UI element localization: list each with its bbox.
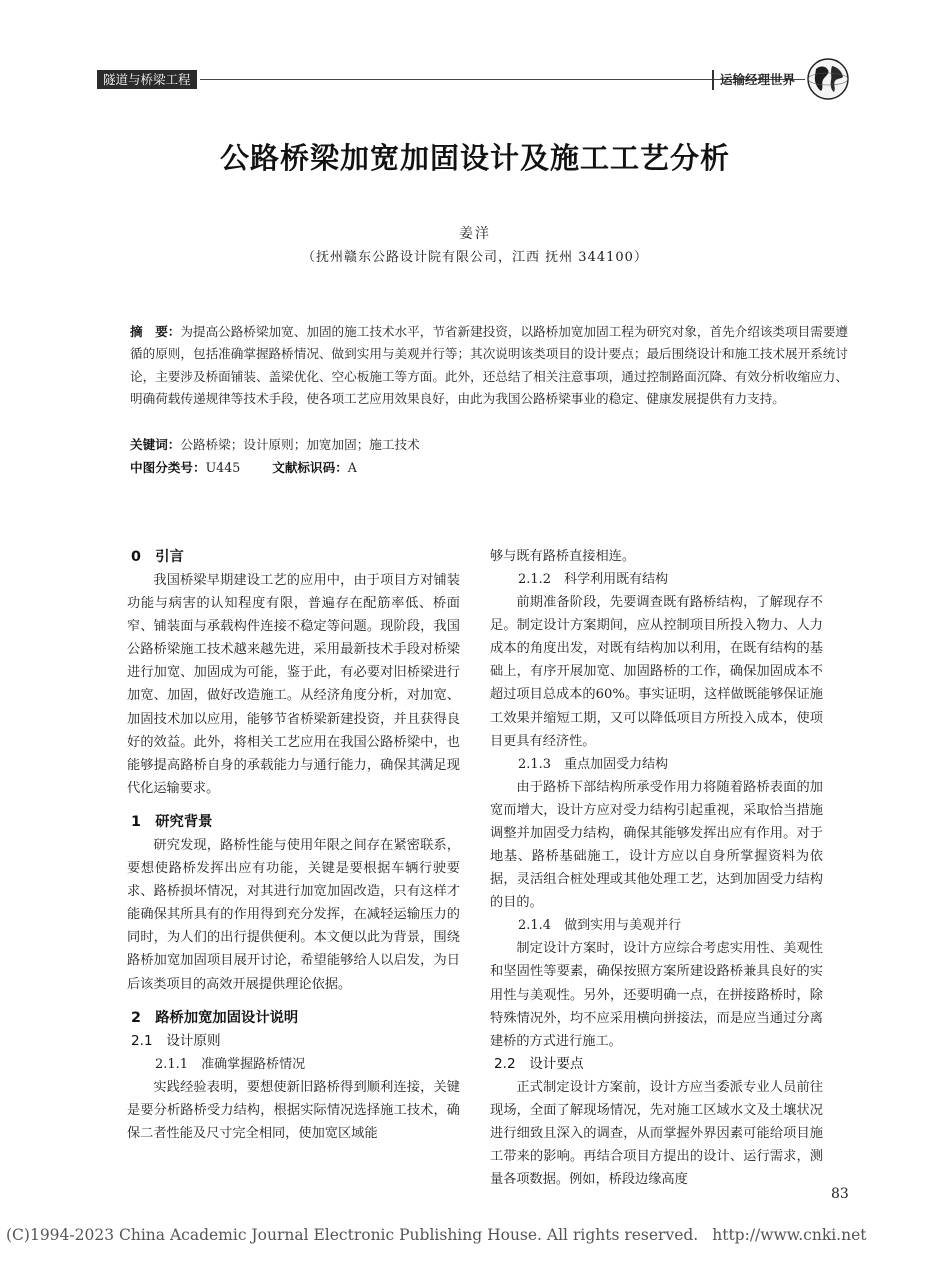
section-heading-0: 0 引言	[131, 549, 184, 565]
copyright-text: (C)1994-2023 China Academic Journal Electronic Publishing House. All rights reserved.	[6, 1226, 699, 1244]
subsection-heading-2-1: 2.1 设计原则	[131, 1032, 221, 1049]
paragraph: 正式制定设计方案前，设计方应当委派专业人员前往现场，全面了解现场情况，先对施工区域水文及土壤状况进行细致且深入的调查，从而掌握外界因素可能给项目施工带来的影响。再结合项目方提出的设计、运行需求，测量各项数据。例如，桥段边缘高度	[490, 1079, 823, 1188]
keywords	[130, 435, 848, 455]
footer-url[interactable]: http://www.cnki.net	[712, 1226, 867, 1244]
keywords-label: 关键词：	[130, 437, 181, 452]
subsubsection-heading-2-1-4: 2.1.4 做到实用与美观并行	[518, 918, 682, 934]
author-affiliation: （抚州赣东公路设计院有限公司，江西 抚州 344100）	[302, 250, 648, 265]
paper-title: 公路桥梁加宽加固设计及施工工艺分析	[219, 141, 730, 175]
page-number: 83	[831, 1186, 849, 1202]
journal-name: 运输经理世界	[712, 70, 795, 90]
subsubsection-heading-2-1-1: 2.1.1 准确掌握路桥情况	[155, 1056, 306, 1072]
doc-code-value: A	[347, 460, 357, 475]
subsection-heading-2-2: 2.2 设计要点	[494, 1055, 584, 1072]
globe-icon	[806, 57, 850, 101]
clc-value: U445	[205, 460, 241, 475]
paragraph: 由于路桥下部结构所承受作用力将随着路桥表面的加宽而增大，设计方应对受力结构引起重视，采取恰当措施调整并加固受力结构，确保其能够发挥出应有作用。对于地基、路桥基础施工，设计方应以自身所掌握资料为依据，灵活组合桩处理或其他处理工艺，达到加固受力结构的目的。	[490, 779, 823, 911]
paragraph: 实践经验表明，要想使新旧路桥得到顺利连接，关键是要分析路桥受力结构，根据实际情况选择施工技术，确保二者性能及尺寸完全相同，使加宽区域能	[127, 1079, 460, 1141]
subsubsection-heading-2-1-3: 2.1.3 重点加固受力结构	[518, 756, 669, 772]
classification	[130, 458, 848, 478]
subsubsection-heading-2-1-2: 2.1.2 科学利用既有结构	[518, 572, 669, 588]
right-column	[490, 545, 823, 1191]
paragraph: 制定设计方案时，设计方应综合考虑实用性、美观性和坚固性等要素，确保按照方案所建设路桥兼具良好的实用性与美观性。另外，还要明确一点，在拼接路桥时，除特殊情况外，均不应采用横向拼接法，而是应当通过分离建桥的方式进行施工。	[490, 941, 823, 1049]
author-name: 姜洋	[459, 226, 491, 242]
keywords-text: 公路桥梁；设计原则；加宽加固；施工技术	[180, 437, 420, 452]
paragraph-continued: 够与既有路桥直接相连。	[490, 549, 636, 564]
paragraph: 我国桥梁早期建设工艺的应用中，由于项目方对铺装功能与病害的认知程度有限，普遍存在配筋率低、桥面窄、铺装面与承载构件连接不稳定等问题。现阶段，我国公路桥梁施工技术越来越先进，采用最新技术手段对桥梁进行加宽、加固成为可能，鉴于此，有必要对旧桥梁进行加宽、加固，做好改造施工。从经济角度分析，对加宽、加固技术加以应用，能够节省桥梁新建投资，并且获得良好的效益。此外，将相关工艺应用在我国公路桥梁中，也能够提高路桥自身的承载能力与通行能力，确保其满足现代化运输要求。	[127, 573, 460, 796]
section-heading-1: 1 研究背景	[131, 813, 213, 830]
abstract-text: 为提高公路桥梁加宽、加固的施工技术水平，节省新建投资，以路桥加宽加固工程为研究对象，首先介绍该类项目需要遵循的原则，包括准确掌握路桥情况、做到实用与美观并行等；其次说明该类项目的设计要点；最后围绕设计和施工技术展开系统讨论，主要涉及桥面铺装、盖梁优化、空心板施工等方面。此外，还总结了相关注意事项，通过控制路面沉降、有效分析收缩应力、明确荷载传递规律等技术手段，使各项工艺应用效果良好，由此为我国公路桥梁事业的稳定、健康发展提供有力支持。	[130, 324, 849, 406]
doc-code-label: 文献标识码：	[272, 460, 348, 475]
left-column	[127, 545, 460, 1145]
section-tag: 隧道与桥梁工程	[97, 70, 197, 89]
abstract-label: 摘 要：	[130, 324, 181, 339]
clc-label: 中图分类号：	[130, 460, 206, 475]
paragraph: 前期准备阶段，先要调查既有路桥结构，了解现存不足。制定设计方案期间，应从控制项目所投入物力、人力成本的角度出发，对既有结构加以利用，在既有结构的基础上，有序开展加宽、加固路桥的工作，确保加固成本不超过项目总成本的60%。事实证明，这样做既能够保证施工效果并缩短工期，又可以降低项目方所投入成本，使项目更具有经济性。	[490, 595, 823, 749]
copyright-footer	[6, 1226, 866, 1244]
paragraph: 研究发现，路桥性能与使用年限之间存在紧密联系，要想使路桥发挥出应有功能，关键是要根据车辆行驶要求、路桥损坏情况，对其进行加宽加固改造，只有这样才能确保其所具有的作用得到充分发挥，在减轻运输压力的同时，为人们的出行提供便利。本文便以此为背景，围绕路桥加宽加固项目展开讨论，希望能够给人以启发，为日后该类项目的高效开展提供理论依据。	[127, 837, 460, 992]
abstract	[130, 321, 848, 410]
section-heading-2: 2 路桥加宽加固设计说明	[131, 1009, 299, 1026]
